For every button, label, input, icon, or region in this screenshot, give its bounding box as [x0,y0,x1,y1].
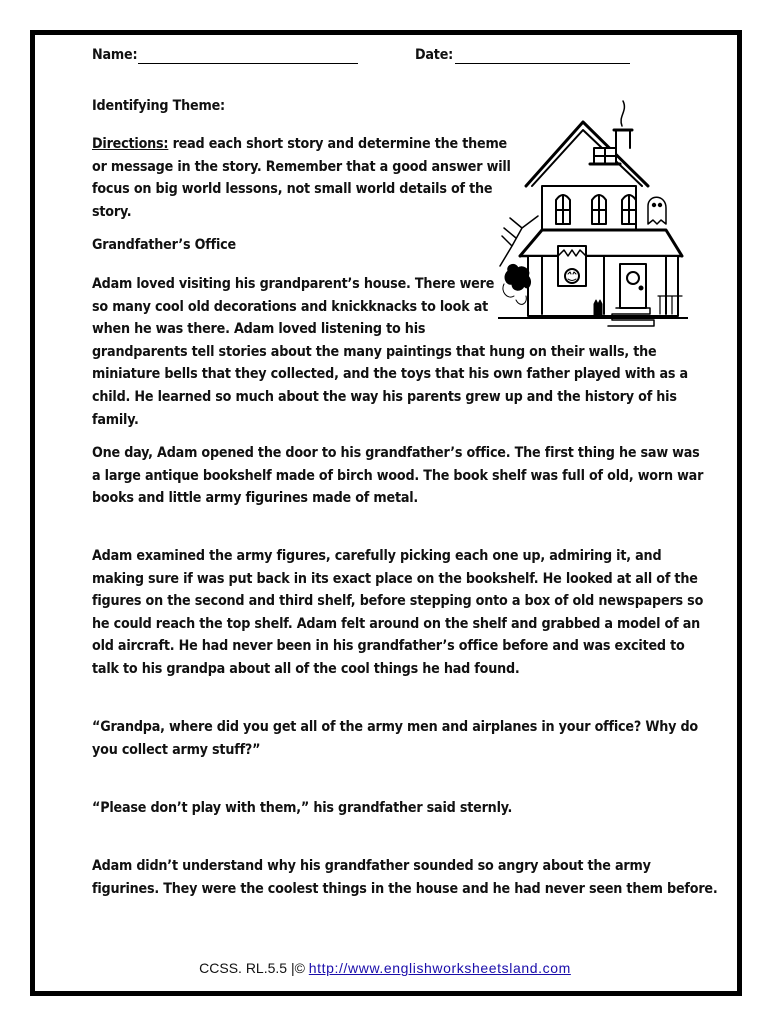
text-line: when he was there. Adam loved listening to his [92,321,426,338]
text-line: family. [92,411,139,428]
text-line: so many cool old decorations and knickknacks to look at [92,298,489,315]
text-line: making sure if was put back in its exact place on the bookshelf. He looked at all of the [92,570,698,587]
footer [0,960,770,976]
paragraph-4 [92,716,698,761]
text-line: you collect army stuff?” [92,741,261,758]
text-line: old aircraft. He had never been in his grandfather’s office before and was excited to [92,638,685,655]
directions-line-3: focus on big world lessons, not small world details of the [92,181,493,198]
directions-line-2: or message in the story. Remember that a good answer will [92,158,511,175]
text-line: miniature bells that they collected, and the toys that his own father played with as a [92,366,688,383]
text-line: he could reach the top shelf. Adam felt around on the shelf and grabbed a model of an [92,615,700,632]
text-line: books and little army figurines made of metal. [92,490,419,507]
name-label: Name: [92,47,138,63]
paragraph-3 [92,545,704,681]
name-field[interactable] [138,63,358,64]
text-line: figurines. They were the coolest things in the house and he had never seen them before. [92,880,718,897]
text-line: a large antique bookshelf made of birch wood. The book shelf was full of old, worn war [92,467,704,484]
paragraph-2 [92,442,704,510]
text-line: grandparents tell stories about the many paintings that hung on their walls, the [92,343,657,360]
footer-standard: CCSS. RL.5.5 |© [199,960,309,976]
text-line: Adam loved visiting his grandparent’s house. There were [92,276,495,292]
text-line: child. He learned so much about the way his parents grew up and the history of his [92,388,677,405]
paragraph-6 [92,855,718,900]
worksheet-title: Identifying Theme: [92,98,225,114]
directions-line-1: read each short story and determine the theme [168,136,508,152]
text-line: talk to his grandpa about all of the cool things he had found. [92,660,520,677]
text-line: figures on the second and third shelf, before stepping onto a box of old newspapers so [92,593,704,610]
text-line: One day, Adam opened the door to his grandfather’s office. The first thing he saw was [92,445,700,461]
footer-link[interactable]: http://www.englishworksheetsland.com [308,960,571,976]
directions-line-4: story. [92,203,132,220]
date-label: Date: [415,47,454,63]
paragraph-5 [92,797,672,820]
text-line: Adam examined the army figures, carefully picking each one up, admiring it, and [92,548,662,564]
directions-label: Directions: [92,136,169,152]
text-line: “Please don’t play with them,” his grandfather said sternly. [92,800,513,816]
date-field[interactable] [455,63,630,64]
story-title: Grandfather’s Office [92,237,236,253]
text-line: Adam didn’t understand why his grandfather sounded so angry about the army [92,858,651,874]
haunted-house-illustration [498,96,688,328]
text-line: “Grandpa, where did you get all of the army men and airplanes in your office? Why do [92,719,698,735]
